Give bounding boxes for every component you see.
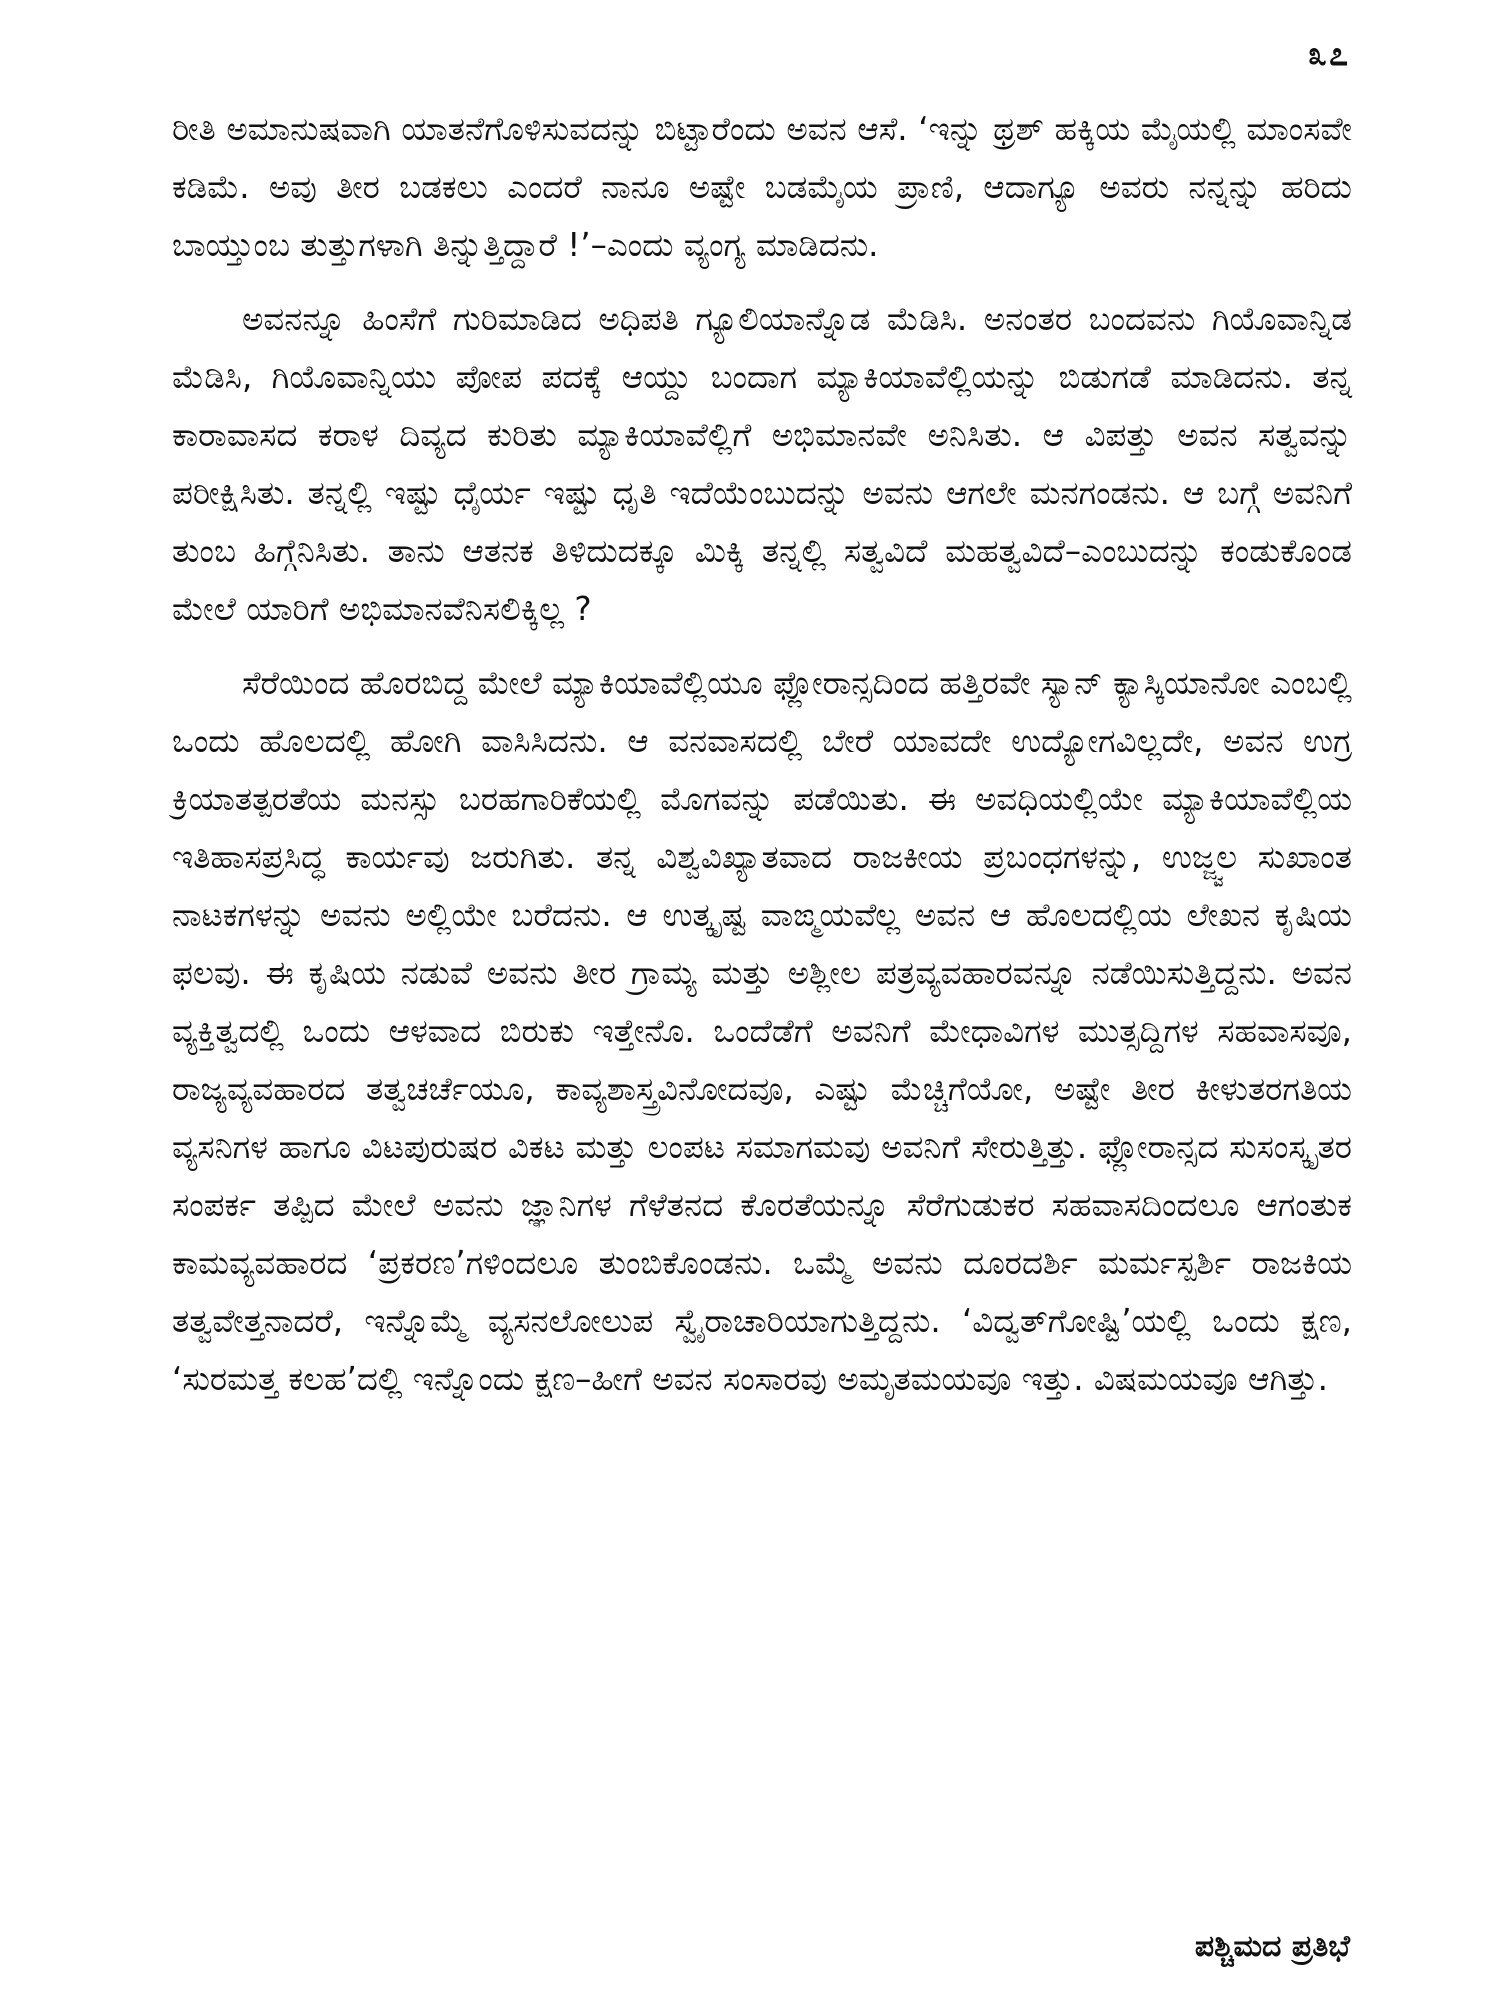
running-footer-title: ಪಶ್ಚಿಮದ ಪ್ರತಿಭೆ (1194, 1929, 1350, 1964)
body-text (172, 100, 1352, 1424)
paragraph-continuation: ರೀತಿ ಅಮಾನುಷವಾಗಿ ಯಾತನೆಗೊಳಿಸುವದನ್ನು ಬಿಟ್ಟಾರೆಂದು ಅವನ ಆಸೆ. ‘ಇನ್ನು ಥ್ರಶ್ ಹಕ್ಕಿಯ ಮೈಯಲ್ಲಿ ಮಾಂಸವೇ ಕಡಿಮೆ. ಅವು ತೀರ ಬಡಕಲು ಎಂದರೆ ನಾನೂ ಅಷ್ಟೇ ಬಡಮೈಯ ಪ್ರಾಣಿ, ಆದಾಗ್ಯೂ ಅವರು ನನ್ನನ್ನು ಹರಿದು ಬಾಯ್ತುಂಬ ತುತ್ತುಗಳಾಗಿ ತಿನ್ನುತ್ತಿದ್ದಾರೆ !’–ಎಂದು ವ್ಯಂಗ್ಯ ಮಾಡಿದನು. (172, 110, 1352, 264)
paragraph-exile-writing: ಸೆರೆಯಿಂದ ಹೊರಬಿದ್ದ ಮೇಲೆ ಮ್ಯಾಕಿಯಾವೆಲ್ಲಿಯೂ ಫ್ಲೋರಾನ್ಸದಿಂದ ಹತ್ತಿರವೇ ಸ್ಯಾನ್ ಕ್ಯಾಸ್ಕಿಯಾನೋ ಎಂಬಲ್ಲಿ ಒಂದು ಹೊಲದಲ್ಲಿ ಹೋಗಿ ವಾಸಿಸಿದನು. ಆ ವನವಾಸದಲ್ಲಿ ಬೇರೆ ಯಾವದೇ ಉದ್ಯೋಗವಿಲ್ಲದೇ, ಅವನ ಉಗ್ರ ಕ್ರಿಯಾತತ್ಪರತೆಯ ಮನಸ್ಸು ಬರಹಗಾರಿಕೆಯಲ್ಲಿ ಮೊಗವನ್ನು ಪಡೆಯಿತು. ಈ ಅವಧಿಯಲ್ಲಿಯೇ ಮ್ಯಾಕಿಯಾವೆಲ್ಲಿಯ ಇತಿಹಾಸಪ್ರಸಿದ್ಧ ಕಾರ್ಯವು ಜರುಗಿತು. ತನ್ನ ವಿಶ್ವವಿಖ್ಯಾತವಾದ ರಾಜಕೀಯ ಪ್ರಬಂಧಗಳನ್ನು, ಉಜ್ಜ್ವಲ ಸುಖಾಂತ ನಾಟಕಗಳನ್ನು ಅವನು ಅಲ್ಲಿಯೇ ಬರೆದನು. ಆ ಉತ್ಕೃಷ್ಟ ವಾಙ್ಮಯವೆಲ್ಲ ಅವನ ಆ ಹೊಲದಲ್ಲಿಯ ಲೇಖನ ಕೃಷಿಯ ಫಲವು. ಈ ಕೃಷಿಯ ನಡುವೆ ಅವನು ತೀರ ಗ್ರಾಮ್ಯ ಮತ್ತು ಅಶ್ಲೀಲ ಪತ್ರವ್ಯವಹಾರವನ್ನೂ ನಡೆಯಿಸುತ್ತಿದ್ದನು. ಅವನ ವ್ಯಕ್ತಿತ್ವದಲ್ಲಿ ಒಂದು ಆಳವಾದ ಬಿರುಕು ಇತ್ತೇನೊ. ಒಂದೆಡೆಗೆ ಅವನಿಗೆ ಮೇಧಾವಿಗಳ ಮುತ್ಸದ್ದಿಗಳ ಸಹವಾಸವೂ, ರಾಜ್ಯವ್ಯವಹಾರದ ತತ್ವಚರ್ಚೆಯೂ, ಕಾವ್ಯಶಾಸ್ತ್ರವಿನೋದವೂ, ಎಷ್ಟು ಮೆಚ್ಚಿಗೆಯೋ, ಅಷ್ಟೇ ತೀರ ಕೀಳುತರಗತಿಯ ವ್ಯಸನಿಗಳ ಹಾಗೂ ವಿಟಪುರುಷರ ವಿಕಟ ಮತ್ತು ಲಂಪಟ ಸಮಾಗಮವು ಅವನಿಗೆ ಸೇರುತ್ತಿತ್ತು. ಫ್ಲೋರಾನ್ಸದ ಸುಸಂಸ್ಕೃತರ ಸಂಪರ್ಕ ತಪ್ಪಿದ ಮೇಲೆ ಅವನು ಜ್ಞಾನಿಗಳ ಗೆಳೆತನದ ಕೊರತೆಯನ್ನೂ ಸೆರೆಗುಡುಕರ ಸಹವಾಸದಿಂದಲೂ ಆಗಂತುಕ ಕಾಮವ್ಯವಹಾರದ ‘ಪ್ರಕರಣ’ಗಳಿಂದಲೂ ತುಂಬಿಕೊಂಡನು. ಒಮ್ಮೆ ಅವನು ದೂರದರ್ಶಿ ಮರ್ಮಸ್ಪರ್ಶಿ ರಾಜಕಿಯ ತತ್ವವೇತ್ತನಾದರೆ, ಇನ್ನೊಮ್ಮೆ ವ್ಯಸನಲೋಲುಪ ಸ್ವೈರಾಚಾರಿಯಾಗುತ್ತಿದ್ದನು. ‘ವಿದ್ವತ್‌ಗೋಷ್ಟಿ’ಯಲ್ಲಿ ಒಂದು ಕ್ಷಣ, ‘ಸುರಮತ್ತ ಕಲಹ’ದಲ್ಲಿ ಇನ್ನೊಂದು ಕ್ಷಣ–ಹೀಗೆ ಅವನ ಸಂಸಾರವು ಅಮೃತಮಯವೂ ಇತ್ತು. ವಿಷಮಯವೂ ಆಗಿತ್ತು. (172, 664, 1352, 1398)
paragraph-prison-reflection: ಅವನನ್ನೂ ಹಿಂಸೆಗೆ ಗುರಿಮಾಡಿದ ಅಧಿಪತಿ ಗ್ಯೂಲಿಯಾನ್ನೊಡ ಮೆಡಿಸಿ. ಅನಂತರ ಬಂದವನು ಗಿಯೊವಾನ್ನಿಡ ಮೆಡಿಸಿ, ಗಿಯೊವಾನ್ನಿಯು ಪೋಪ ಪದಕ್ಕೆ ಆಯ್ದು ಬಂದಾಗ ಮ್ಯಾಕಿಯಾವೆಲ್ಲಿಯನ್ನು ಬಿಡುಗಡೆ ಮಾಡಿದನು. ತನ್ನ ಕಾರಾವಾಸದ ಕರಾಳ ದಿವ್ಯದ ಕುರಿತು ಮ್ಯಾಕಿಯಾವೆಲ್ಲಿಗೆ ಅಭಿಮಾನವೇ ಅನಿಸಿತು. ಆ ವಿಪತ್ತು ಅವನ ಸತ್ವವನ್ನು ಪರೀಕ್ಷಿಸಿತು. ತನ್ನಲ್ಲಿ ಇಷ್ಟು ಧೈರ್ಯ ಇಷ್ಟು ಧೃತಿ ಇದೆಯೆಂಬುದನ್ನು ಅವನು ಆಗಲೇ ಮನಗಂಡನು. ಆ ಬಗ್ಗೆ ಅವನಿಗೆ ತುಂಬ ಹಿಗ್ಗೆನಿಸಿತು. ತಾನು ಆತನಕ ತಿಳಿದುದಕ್ಕೂ ಮಿಕ್ಕಿ ತನ್ನಲ್ಲಿ ಸತ್ವವಿದೆ ಮಹತ್ವವಿದೆ–ಎಂಬುದನ್ನು ಕಂಡುಕೊಂಡ ಮೇಲೆ ಯಾರಿಗೆ ಅಭಿಮಾನವೆನಿಸಲಿಕ್ಕಿಲ್ಲ ? (172, 300, 1352, 628)
page-number: ೩೭ (1307, 34, 1350, 74)
